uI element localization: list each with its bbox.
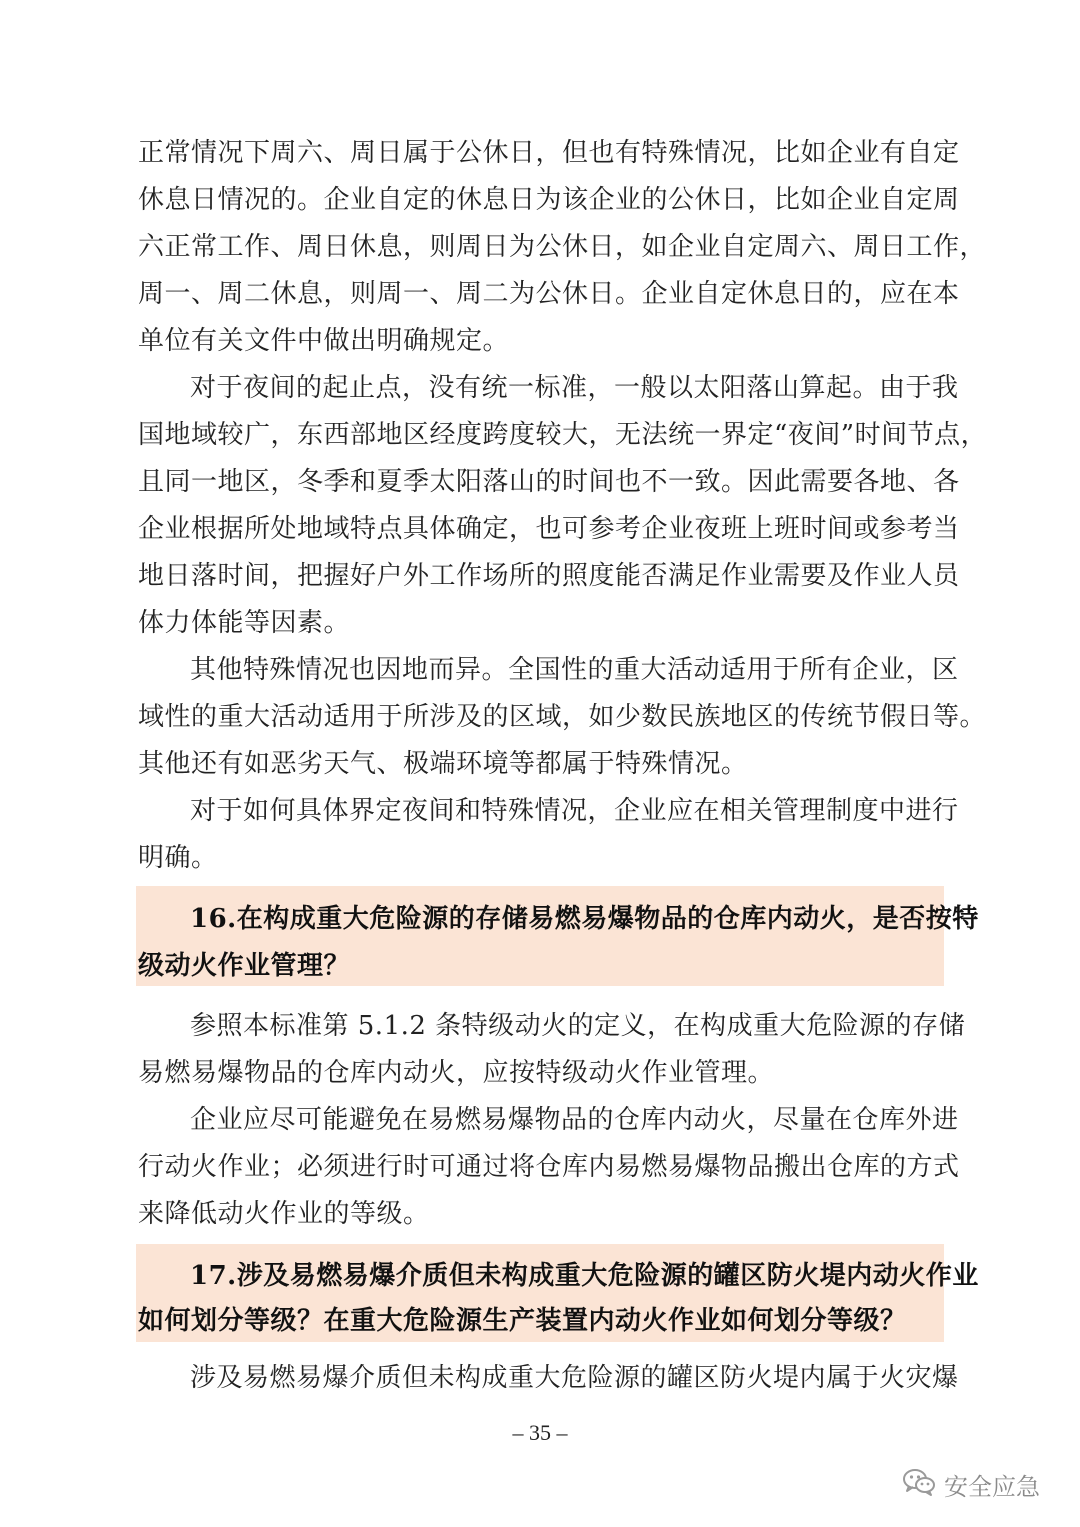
text-line: 且同一地区，冬季和夏季太阳落山的时间也不一致。因此需要各地、各 xyxy=(138,467,960,497)
question-heading: 16.在构成重大危险源的存储易燃易爆物品的仓库内动火，是否按特 xyxy=(190,904,979,934)
text-line: 行动火作业；必须进行时可通过将仓库内易燃易爆物品搬出仓库的方式 xyxy=(138,1152,960,1182)
text-line: 体力体能等因素。 xyxy=(138,608,351,638)
text-line: 易燃易爆物品的仓库内动火，应按特级动火作业管理。 xyxy=(138,1058,775,1088)
text-line: 其他还有如恶劣天气、极端环境等都属于特殊情况。 xyxy=(138,749,748,779)
page-number: – 35 – xyxy=(512,1420,568,1445)
text-line: 明确。 xyxy=(138,843,218,873)
question-heading: 如何划分等级？在重大危险源生产装置内动火作业如何划分等级？ xyxy=(138,1306,907,1336)
text-line: 企业应尽可能避免在易燃易爆物品的仓库内动火，尽量在仓库外进 xyxy=(190,1105,959,1135)
text-line: 参照本标准第 5.1.2 条特级动火的定义，在构成重大危险源的存储 xyxy=(190,1011,966,1041)
text-line: 其他特殊情况也因地而异。全国性的重大活动适用于所有企业，区 xyxy=(190,655,959,685)
text-line: 周一、周二休息，则周一、周二为公休日。企业自定休息日的，应在本 xyxy=(138,279,960,309)
text-line: 域性的重大活动适用于所涉及的区域，如少数民族地区的传统节假日等。 xyxy=(138,702,987,732)
text-line: 企业根据所处地域特点具体确定，也可参考企业夜班上班时间或参考当 xyxy=(138,514,960,544)
question-heading: 级动火作业管理？ xyxy=(138,951,351,981)
text-line: 来降低动火作业的等级。 xyxy=(138,1199,430,1229)
wechat-icon xyxy=(902,1467,936,1501)
question-heading: 17.涉及易燃易爆介质但未构成重大危险源的罐区防火堤内动火作业 xyxy=(190,1261,979,1291)
text-line: 涉及易燃易爆介质但未构成重大危险源的罐区防火堤内属于火灾爆 xyxy=(190,1363,959,1393)
text-line: 对于夜间的起止点，没有统一标准，一般以太阳落山算起。由于我 xyxy=(190,373,959,403)
text-line: 休息日情况的。企业自定的休息日为该企业的公休日，比如企业自定周 xyxy=(138,185,960,215)
text-line: 国地域较广，东西部地区经度跨度较大，无法统一界定“夜间”时间节点， xyxy=(138,420,988,450)
text-line: 正常情况下周六、周日属于公休日，但也有特殊情况，比如企业有自定 xyxy=(138,138,960,168)
watermark-text: 安全应急 xyxy=(944,1472,1040,1501)
text-line: 单位有关文件中做出明确规定。 xyxy=(138,326,510,356)
text-line: 六正常工作、周日休息，则周日为公休日，如企业自定周六、周日工作， xyxy=(138,232,987,262)
watermark xyxy=(902,1466,1040,1502)
text-line: 地日落时间，把握好户外工作场所的照度能否满足作业需要及作业人员 xyxy=(138,561,960,591)
text-line: 对于如何具体界定夜间和特殊情况，企业应在相关管理制度中进行 xyxy=(190,796,959,826)
